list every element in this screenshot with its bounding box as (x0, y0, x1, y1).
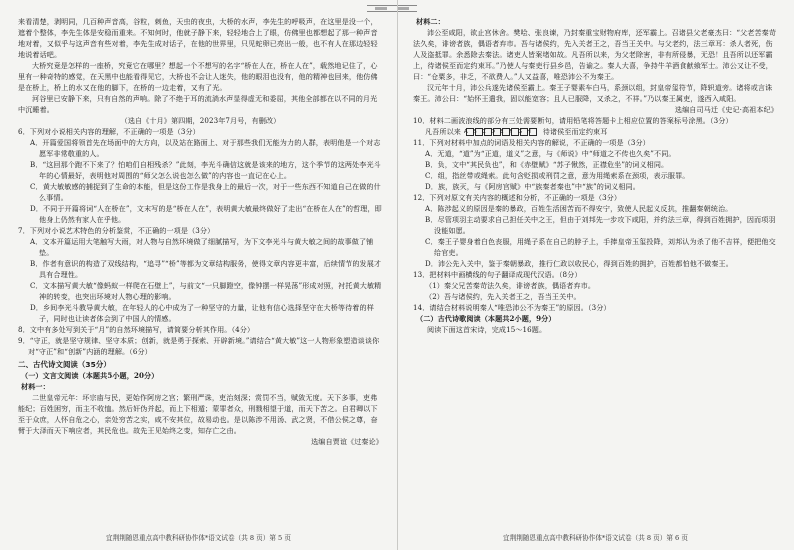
question-10-answer-line (413, 126, 778, 137)
question-6-option-b: B．“这回那个跑不下来了？怕咱们自相残杀？”此刻，李光斗确信这就是该来的地方，这个季节的这两处李光斗年的心情最好，表明他对周围的“师父怎么说也怎么做”的内容也一直记在心上。 (30, 160, 381, 180)
passage-paragraph-2: 大桥究竟是怎样的一座桥，究竟它在哪里？想起一个不想写的名字“桥在人在，桥在人在”，载然地记住了，心里有一种奇特的感觉，在天黑中也能看得见它，大桥也不会让人迷失，他的眼泪也没有，他的精神也回来，他仿佛是在桥上，桥上的水又在他的脚下，在桥的一边走着，又有了光。 (18, 61, 378, 92)
question-6-option-c: C．黄大敏敏感的捕捉到了生命的本能，但是这份工作是我身上的最后一次，对于一些东西不知道自己在做的什么事情。 (30, 182, 381, 202)
question-11-option-b: B．负，文中“其民负也”，和《赤壁赋》“苏子愀然，正襟危坐”的词义相同。 (425, 160, 669, 169)
question-10-boxes (463, 128, 537, 136)
material-1-label: 材料一： (21, 382, 50, 391)
question-13-part-2: （2）吾与诸侯约，先入关者王之，吾当王关中。 (425, 292, 581, 301)
question-6-option-d: D．不同于开篇将词“人在桥在”，文末写的是“桥在人在”，表明黄大敏最终做好了走出“在桥在人在”的哲理，即他身上仍然有家人在乎他。 (30, 204, 382, 224)
question-11: 11．下列对材料中加点的词语及相关内容的解说，不正确的一项是（3分） (413, 138, 650, 147)
question-13: 13．把材料中画横线的句子翻译成现代汉语。（8分） (413, 270, 582, 279)
section-2b-instruction: 阅读下面这首宋诗，完成15～16题。 (427, 325, 547, 334)
question-7-option-c: C．文本描写黄大敏“像蚂蚁一样爬在石壁上”，与前文“一只脚蹬空，像钟摆一样晃荡”形成对照，衬托黄大敏精神的转变，也突出环境对人物心理的影响。 (30, 281, 382, 301)
answer-box-c[interactable]: C (484, 128, 492, 136)
material-2-text-1: 沛公至咸阳，欲止宫休舍。樊哙、张良谏，乃封秦重宝财物府库，还军霸上。召诸县父老豪杰曰：“父老苦秦苛法久矣，诽谤者族，偶语者弃市。吾与诸侯约，先入关者王之，吾当王关中。与父老约，法三章耳：杀人者死，伤人及盗抵罪。余悉除去秦法。诸吏人皆案堵如故。凡吾所以来，为父老除害，非有所侵暴，无恐！且吾所以还军霸上，待诸侯至而定约束耳。”乃使人与秦吏行县乡邑，告谕之。秦人大喜，争持牛羊酒食献飨军士。沛公又让不受，曰：“仓粟多，非乏，不欲费人。”人又益喜，唯恐沛公不为秦王。 (413, 28, 777, 81)
answer-box-f[interactable]: F (511, 128, 519, 136)
right-page (397, 0, 794, 550)
passage-paragraph-1: 来看清楚，剥明同，几百种声音高，谷粒，刺鱼，天虫的夜虫，大桥的水声，李先生的呼吸声，在这里是没一个，遮着个整体，李先生体是安稳而重来。不知何时，他就子静下来，轻轻地合上了眼，仿佛里也都想起了那一种声音地对着，又似乎与这声音有些对着，李先生成对话子，在他的世界里，只见蛇卵已亮出一般，也不有人在那边轻轻地说着话吧。 (18, 17, 378, 59)
question-9: 9．“守正，就是坚守规律、坚守本质；创新，就是勇于探索、开辟新境。”请结合“黄大敏”这一人物形象塑造谈谈你对“守正”和“创新”内涵的理解。（6分） (18, 336, 380, 356)
question-11-option-d: D．族，族灭，与《阿房宫赋》中“族秦者秦也”中“族”的词义相同。 (425, 182, 640, 191)
left-page-footer: 宜荆荆随恩重点高中教科研协作体*语文试卷（共 8 页）第 5 页 (106, 534, 291, 542)
section-2a-heading: （一）文言文阅读（本题共5小题，20分） (21, 371, 159, 380)
question-10-line-start: 凡吾所以来 (425, 127, 461, 136)
question-13-part-1: （1）秦父兄苦秦苛法久矣，诽谤者族，偶语者弃市。 (425, 281, 596, 290)
material-1-source: 选编自贾谊《过秦论》 (311, 437, 383, 446)
question-6-option-a: A．开篇爱国将领首先在场面中的大方向，以及站在路面上、对于那些我们无能为力的人群，表明他是一个对志愿军非常敬重的人。 (30, 138, 381, 158)
question-6: 6．下列对小说相关内容的理解，不正确的一项是（3分） (18, 127, 200, 136)
question-12: 12．下列对原文有关内容的概述和分析，不正确的一项是（3分） (413, 193, 622, 202)
answer-box-e[interactable]: E (502, 128, 510, 136)
right-page-footer: 宜荆荆随恩重点高中教科研协作体*语文试卷（共 8 页）第 6 页 (503, 534, 688, 542)
question-11-option-a: A．无道，“道”为“正道，道义”之意，与《师说》中“师道之不传也久矣”不同。 (425, 149, 676, 158)
passage-source: （选自《十月》第四期，2023年7月号，有删改） (120, 116, 281, 125)
section-2b-heading: （二）古代诗歌阅读（本题共2小题，9分） (416, 314, 556, 323)
question-7-option-a: A．文本开篇运用大笔触写大雨，对人物与自然环境做了细腻描写，为下文李光斗与黄大敏之间的故事做了铺垫。 (30, 237, 374, 257)
question-10-line-end: 待诸侯至而定约束耳 (542, 127, 608, 136)
question-11-option-c: C．组，指丝带或绳索。此句含贬损或刑罚之意，意为用绳索系在颈项，表示服罪。 (425, 171, 690, 180)
passage-paragraph-3: 河谷里已安静下来，只有自然的声响。除了不绝于耳的流淌水声显得虚无和委屈，其他全部都在以不同的月光中沉睡着。 (18, 94, 378, 114)
question-10: 10．材料二画波浪线的部分有三处需要断句，请用铅笔将答题卡上相应位置的答案标号涂黑。（3分） (413, 116, 733, 125)
question-7-option-b: B．作者有意识的构造了双线结构，“追寻”“桥”等都为文章结构服务，使得文章内容更丰富，后续情节的发展才具有合理性。 (30, 259, 382, 279)
question-12-option-d: D．沛公先入关中，鉴于秦朝暴政，推行仁政以收民心，得到百姓的拥护，百姓都怕他不做秦王。 (425, 259, 733, 268)
material-1-text: 二世皇帝元年：坏宗庙与民，更始作阿房之宫；繁刑严诛，吏治刻深；赏罚不当，赋敛无度。天下多事，吏弗能纪；百姓困穷，而主不收恤。然后奸伪并起，而上下相遁；蒙罪者众，刑戮相望于道，而天下苦之。自君卿以下至于众庶，人怀自危之心，亲处穷苦之实，咸不安其位，故易动也。是以陈涉不用汤、武之贤，不借公侯之尊，奋臂于大泽而天下响应者，其民危也。故先王见始终之变，知存亡之由。 (18, 393, 378, 435)
material-2-text-2: 汉元年十月，沛公兵遂先诸侯至霸上。秦王子婴素车白马，系颈以组，封皇帝玺符节，降轵道旁。诸将或言诛秦王。沛公曰：“始怀王遣我，固以能宽容；且人已服降，又杀之，不祥。”乃以秦王属吏，遂西入咸阳。 (413, 83, 773, 103)
answer-box-g[interactable]: G (520, 128, 528, 136)
question-8: 8．文中有多处写到关于“月”的自然环境描写，请简要分析其作用。（4分） (18, 325, 255, 334)
section-2-heading: 二、古代诗文阅读（35分） (18, 360, 111, 369)
question-7: 7．下列对小说艺术特色的分析鉴赏，不正确的一项是（3分） (18, 226, 215, 235)
material-2-source: 选编自司马迁《史记·高祖本纪》 (674, 105, 778, 114)
question-7-option-d: D．乡间李光斗教导黄大敏，在年轻人的心中成为了一种坚守的力量，让他有信心选择坚守在大桥等待着的样子，同时也让读者体会到了中国人的情感。 (30, 303, 374, 323)
answer-box-b[interactable]: B (475, 128, 483, 136)
answer-box-a[interactable]: A (466, 128, 474, 136)
question-12-option-a: A．陈涉起义的原因是秦的暴政，百姓生活困苦而不得安宁，致使人民起义反抗，推翻秦朝统治。 (425, 204, 733, 213)
material-2-label: 材料二： (416, 17, 445, 26)
question-14: 14．请结合材料说明秦人“唯恐沛公不为秦王”的原因。（3分） (413, 303, 611, 312)
question-12-option-b: B．尽管项羽主动要求自己担任关中之王，但由于刘邦先一步攻下咸阳，并约法三章，得到百姓拥护，因而项羽没能如愿。 (425, 215, 776, 235)
answer-box-d[interactable]: D (493, 128, 501, 136)
answer-box-h[interactable]: H (529, 128, 537, 136)
question-12-option-c: C．秦王子婴身着白色丧服，用绳子系在自己的脖子上，手捧皇帝玉玺投降，刘邦认为杀了他不吉祥，便把他交给官吏。 (425, 237, 776, 257)
